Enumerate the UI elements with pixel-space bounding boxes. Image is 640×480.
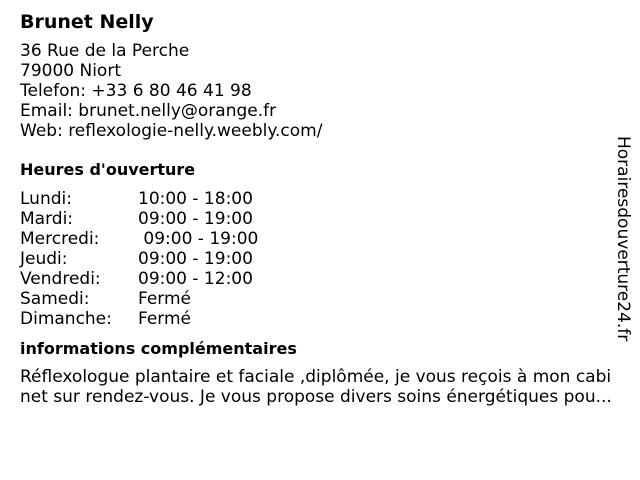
- hours-title: Heures d'ouverture: [20, 160, 196, 179]
- day-hours: 09:00 - 12:00: [138, 269, 253, 289]
- city-postal: 79000 Niort: [20, 61, 121, 81]
- hours-row-samedi: [20, 289, 620, 309]
- business-card: [20, 10, 620, 407]
- web-line: Web: reflexologie-nelly.weebly.com/: [20, 121, 323, 141]
- day-label: Mardi:: [20, 209, 74, 229]
- address-block: [20, 41, 620, 141]
- day-label: Samedi:: [20, 289, 90, 309]
- day-label: Lundi:: [20, 189, 72, 209]
- hours-row-lundi: [20, 189, 620, 209]
- street-address: 36 Rue de la Perche: [20, 41, 190, 61]
- hours-row-jeudi: [20, 249, 620, 269]
- day-label: Mercredi:: [20, 229, 100, 249]
- day-hours: 09:00 - 19:00: [138, 249, 253, 269]
- site-watermark: Horairesdouverture24.fr: [613, 136, 633, 342]
- business-name: Brunet Nelly: [20, 11, 154, 33]
- hours-row-mercredi: [20, 229, 620, 249]
- email-line: Email: brunet.nelly@orange.fr: [20, 101, 277, 121]
- day-label: Dimanche:: [20, 309, 112, 329]
- day-hours: 10:00 - 18:00: [138, 189, 253, 209]
- day-label: Vendredi:: [20, 269, 101, 289]
- day-hours: 09:00 - 19:00: [138, 209, 253, 229]
- day-hours: 09:00 - 19:00: [138, 229, 259, 249]
- phone-line: Telefon: +33 6 80 46 41 98: [20, 81, 252, 101]
- day-hours: Fermé: [138, 309, 192, 329]
- hours-table: [20, 189, 620, 329]
- hours-row-mardi: [20, 209, 620, 229]
- hours-row-vendredi: [20, 269, 620, 289]
- info-description: [20, 367, 620, 407]
- info-title: informations complémentaires: [20, 339, 297, 358]
- description-line-1: Réflexologue plantaire et faciale ,diplômée, je vous reçois à mon cabi: [20, 367, 612, 387]
- hours-row-dimanche: [20, 309, 620, 329]
- description-line-2: net sur rendez-vous. Je vous propose divers soins énergétiques pou...: [20, 387, 612, 407]
- day-hours: Fermé: [138, 289, 192, 309]
- day-label: Jeudi:: [20, 249, 68, 269]
